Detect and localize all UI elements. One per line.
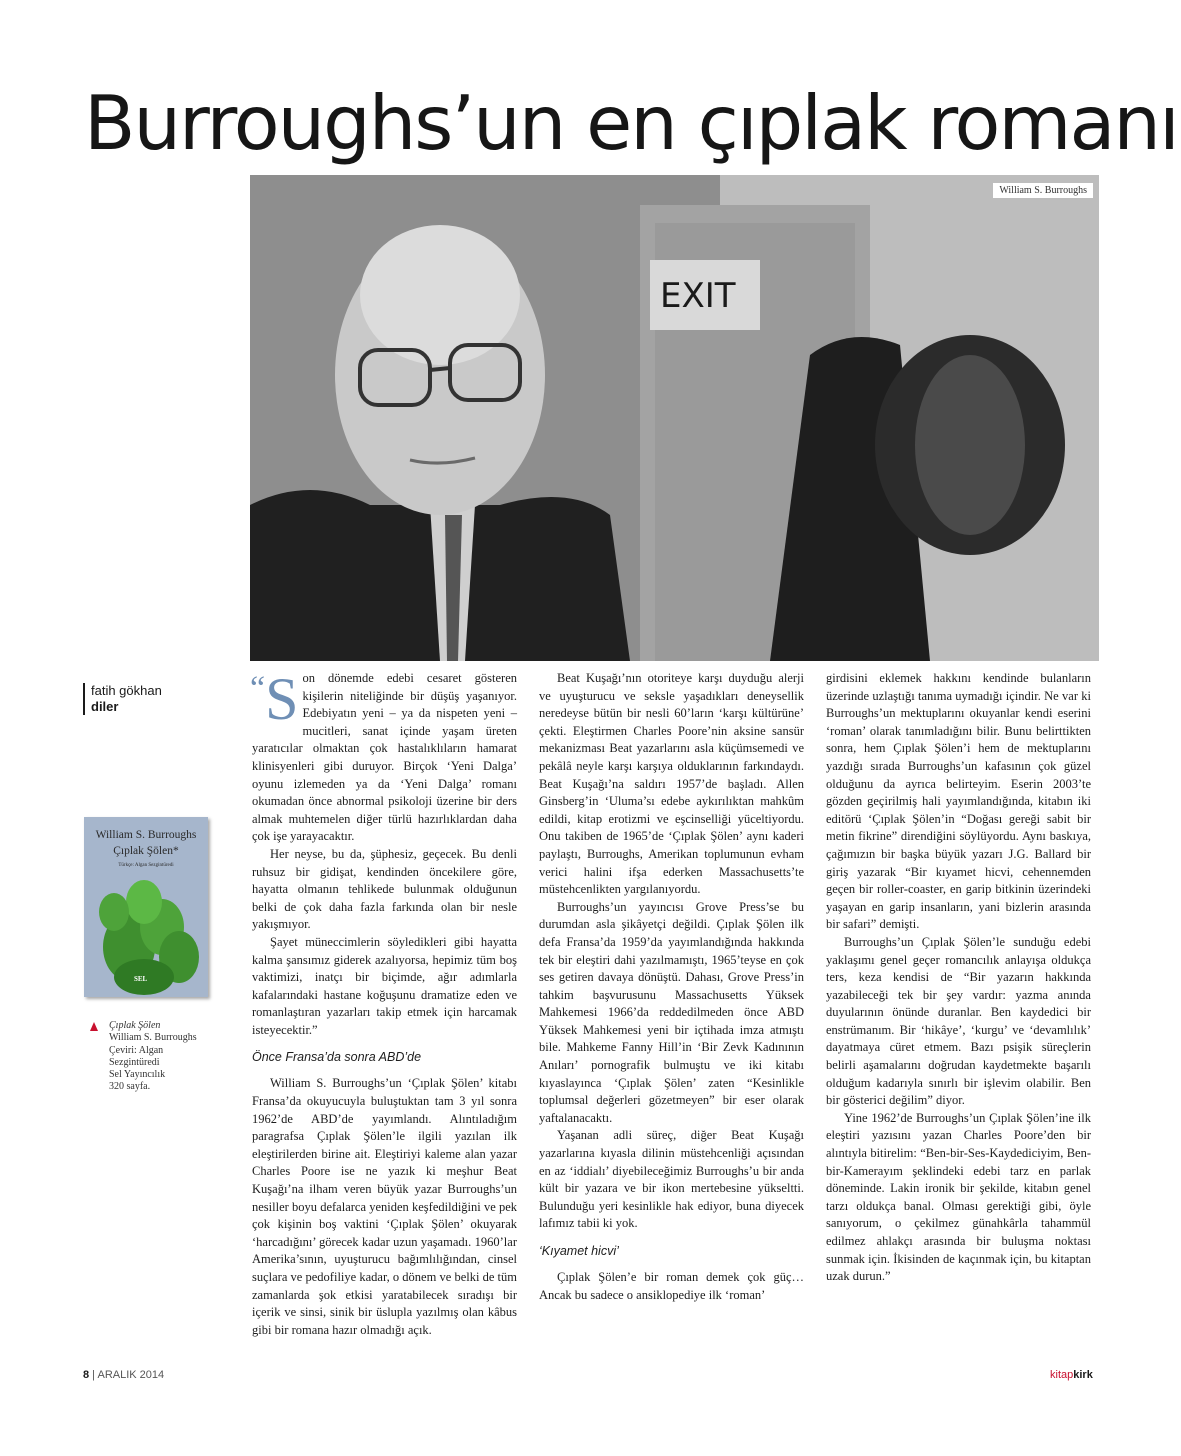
article-column-3 [826, 670, 1091, 1286]
book-info-pages: 320 sayfa. [109, 1081, 151, 1093]
book-info-title: Çıplak Şölen [109, 1020, 161, 1031]
author-first-name: fatih gökhan [91, 683, 162, 698]
author-last-name: diler [91, 699, 119, 714]
issue-date: | ARALIK 2014 [89, 1369, 165, 1381]
book-info-translator: Çeviri: Algan [109, 1044, 164, 1056]
paragraph: on dönemde edebi cesaret gösteren kişilerin niteliğinde bir düşüş yaşanıyor. Edebiyatın yeni – ya da nispeten yeni – mucitleri, sanat içinde yaşam üreten yaratıcılar olmaktan çok hastalıklıların hamarat klinisyenleri gibi duruyor. Birçok ‘Yeni Dalga’ oyunu izlemeden ya da ‘Yeni Dalga’ romanı okumadan önce abnormal psikoloji üzerine bir ders almak muhtemelen diğer türlü hazırlıklardan daha çok işe yarayacaktır. [252, 671, 517, 844]
author-byline [83, 683, 162, 715]
article-column-2 [539, 670, 804, 1304]
author-photo [250, 175, 1099, 661]
book-info [90, 1020, 220, 1094]
paragraph: Yaşanan adli süreç, diğer Beat Kuşağı yazarlarına kıyasla dilinin müstehcenliği açısından en az ‘iddialı’ diyebileceğimiz Burroughs’u bir anda kült bir yazara ve bir ikon mertebesine yükseltti. Bulunduğu yeri kesinlikle hak ediyor, buna diyecek lafımız tabii ki yok. [539, 1128, 804, 1231]
photo-caption: William S. Burroughs [993, 183, 1093, 198]
photo-illustration [250, 175, 1099, 661]
footer-page-info [83, 1369, 164, 1381]
book-cover-author: William S. Burroughs [95, 829, 197, 841]
paragraph: girdisini eklemek hakkını kendinde bulanların üzerinde uzlaştığı tanıma uymadığı içindir. Ne var ki Burroughs’un mektuplarını okuyanlar kendi eserini ‘roman’ olarak tanımladığını bilir. Bunu belirttikten sonra, hem Çıplak Şölen’i hem de mektuplarını yazdığı sırada Burroughs’un kafasının çok güzel olduğunu da ayrıca belirteyim. Eserin 2003’te gözden geçirilmiş hali yayımlandığında, kitabın iki editörü ‘Çıplak Şölen’in “Doğası gereği sabit bir metin fikrine” direndiğini söylüyordu. Aynı baskıya, çağımızın bir başka büyük yazarı J.G. Ballard bir giriş yazarak “Bir kıyamet hicvi, cehennemden geçen bir roller-coaster, en garip bitkinin üzerindeki yaşayan en garip insanların, yani bizlerin arasında bir safari” demişti. [826, 671, 1091, 932]
paragraph: Burroughs’un Çıplak Şölen’le sunduğu edebi yaklaşımı genel geçer romancılık anlayışa oldukça ters, keza kendisi de “Bir yazarın hakkında yazabileceği tek bir şey vardır: yazma anında duyularının önünde duranlar. Ben kaydedici bir enstrümanım. Bir ‘hikâye’, ‘kurgu’ ve ‘devamlılık’ dayatmaya cüret etmem. Bazı psişik süreçlerin belirli aşamalarını doğrudan kaydetmekte başarılı olduğum kadarıyla sınırlı bir işlevim olabilir. Ben bir gösterici değilim” diyor. [826, 934, 1091, 1108]
book-cover-subtitle: Türkçe: Algan Sezgintüredi [118, 863, 174, 868]
paragraph: Beat Kuşağı’nın otoriteye karşı duyduğu alerji ve uyuşturucu ve seksle yaşadıkları deneysellik neredeyse bütün bir nesli 60’ların ‘karşı kültürüne’ çekti. Eleştirmen Charles Poore’nin aksine sansür mekanizması Beat yazarlarını asla küçümsemedi ve pekâlâ neyle karşı karşıya olduklarının farkındaydı. Beat Kuşağı’na saldırı 1957’de başladı. Allen Ginsberg’in ‘Uluma’sı edebe aykırılıktan mahkûm edildi, kitap erotizmi ve eşcinselliği yüceltiyordu. Onu takiben de 1965’de ‘Çıplak Şölen’ aynı kaderi paylaştı, Burroughs, Amerikan toplumunun evham verici halini ifşa ederken Massachusetts’te müstehcenlikten yargılanıyordu. [539, 671, 804, 897]
exit-sign: EXIT [660, 276, 736, 316]
paragraph: Yine 1962’de Burroughs’un Çıplak Şölen’ine ilk eleştiri yazısını yazan Charles Poore’den bir alıntıyla bitirelim: “Ben-bir-Ses-Kaydediciyim, Ben-bir-Kamerayım şeklindeki edebi tarz en parlak döneminde. Lakin ironik bir şekilde, kitabın genel tarzı oldukça banal. Olması gerektiği gibi, öyle sanıyorum, o çekilmez günahkârla tahammül edilmez ahlakçı arasında bir buluşma noktası sunmak için. İkisinden de kaçınmak için, bu kitaptan uzak durun.” [826, 1110, 1091, 1284]
triangle-marker-icon [90, 1022, 98, 1031]
book-cover-title: Çıplak Şölen* [113, 845, 179, 857]
book-cover-publisher: SEL [134, 975, 148, 983]
book-info-author: William S. Burroughs [109, 1032, 197, 1044]
paragraph: Her neyse, bu da, şüphesiz, geçecek. Bu denli ruhsuz bir gidişat, kendinden öncekilere göre, hayatta olmanın tehlikede bulunmak olduğunun belki de çok daha fazla farkında olan bir nesle yakışmıyor. [252, 846, 517, 932]
paragraph: Şayet müneccimlerin söyledikleri gibi hayatta kalma şansımız giderek azalıyorsa, hepimiz tüm boş vaktimizi, inatçı bir biçimde, ağır adımlarla kafalarındaki hastane koğuşunu dramatize eden ve romanlaştıran yazarları takip etmek için harcamak isteyecektir.” [252, 934, 517, 1037]
book-info-translator-name: Sezgintüredi [109, 1056, 160, 1068]
page-number: 8 [83, 1369, 90, 1381]
paragraph: Burroughs’un yayıncısı Grove Press’se bu durumdan asla şikâyetçi değildi. Çıplak Şölen ilk defa Fransa’da 1959’da yayımlandığında hakkında tek bir eleştiri dahi yazılmamıştı, 1965’teyse en çok ses getiren davaya dönüştü. Dahası, Grove Press’in tahkim başvurusunu Massachusetts Yüksek Mahkemesi 1966’da reddedilmeden önce ABD Yüksek Mahkemesi yeni bir içtihada imza atmıştı bile. Mahkeme Fanny Hill’in ‘Bir Zevk Kadınının Anıları’ pornografik bulmuştu ve iki kitabı kıyaslayınca ‘Çıplak Şölen’ zaten “Kesinlikle toplumsal değerleri gözetmeyen” bir eser olarak yaftalanacaktı. [539, 899, 804, 1125]
headline: Burroughs’un en çıplak romanı [84, 79, 1178, 167]
brand-part-2: kirk [1073, 1369, 1093, 1381]
dropcap-quote: “ [250, 670, 266, 707]
brand-part-1: kitap [1050, 1369, 1074, 1381]
dropcap [250, 666, 299, 732]
footer-brand [1050, 1369, 1093, 1381]
book-cover [84, 817, 208, 997]
article-column-1 [250, 666, 517, 1339]
paragraph: Çıplak Şölen’e bir roman demek çok güç… Ancak bu sadece o ansiklopediye ilk ‘roman’ [539, 1270, 804, 1302]
paragraph: William S. Burroughs’un ‘Çıplak Şölen’ kitabı Fransa’da okuyucuyla buluştuktan tam 3 yıl sonra 1962’de ABD’de yayımlandı. Alıntıladığım paragrafsa Çıplak Şölen’le ilgili yazılan ilk eleştirilerden birine ait. Eleştiriyi kaleme alan yazar Charles Poore ise ne yazık ki meşhur Beat Kuşağı’na ilham veren büyük yazar Burroughs’un nesiller boyu defalarca yeniden keşfedildiğini ve pek çok kişinin boş vaktini ‘Çıplak Şölen’ okuyarak ‘harcadığını’ görecek kadar uzun yaşamadı. 1960’lar Amerika’sının, uyuşturucu bağımlılığından, cinsel suçlara ve pedofiliye kadar, o dönem ve belki de tüm zamanlarda şok etkisi yaratabilecek sıradışı bir içerik ve sinsi, sinik bir üslupla yazılmış olan kâbus gibi bir romana hazır olmadığı açık. [252, 1076, 517, 1337]
dropcap-letter: S [265, 666, 299, 732]
section-heading: Önce Fransa’da sonra ABD’de [252, 1050, 422, 1065]
book-info-publisher: Sel Yayıncılık [109, 1069, 166, 1081]
section-heading: ‘Kıyamet hicvi’ [539, 1244, 619, 1258]
cactus-illustration [84, 817, 208, 997]
